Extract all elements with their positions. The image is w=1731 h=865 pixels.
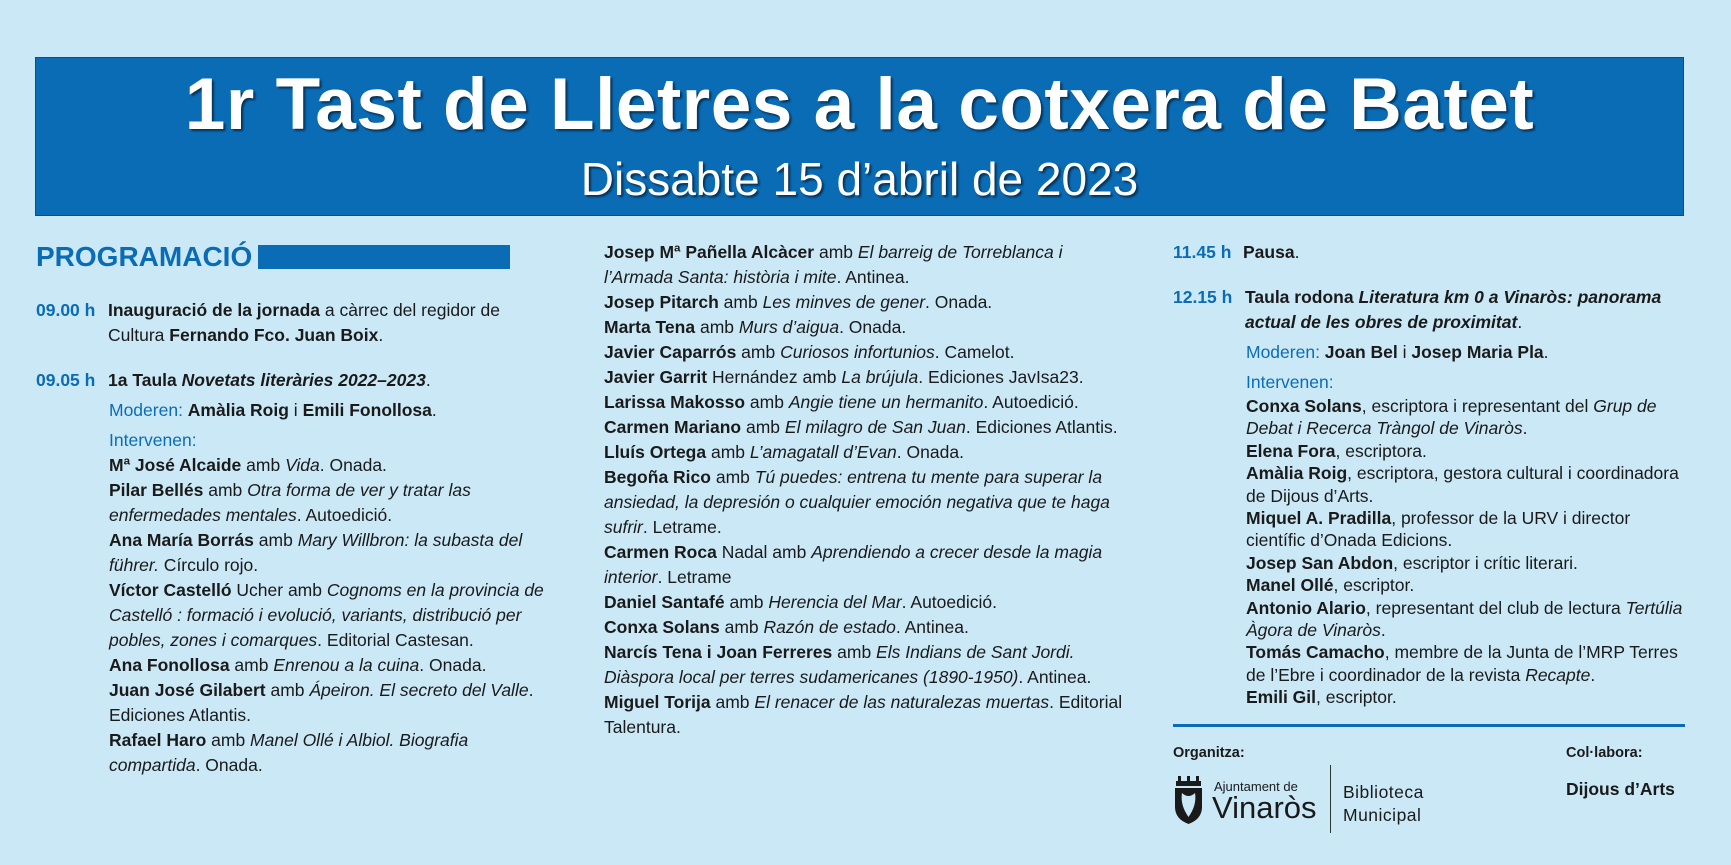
schedule-description: 1a Taula Novetats literàries 2022–2023. — [108, 370, 431, 390]
event-date: Dissabte 15 d’abril de 2023 — [580, 153, 1139, 205]
participant-entry: Elena Fora, escriptora. — [1246, 440, 1427, 461]
participant-entry: Josep San Abdon, escriptor i crític literari. — [1246, 552, 1578, 573]
schedule-item-inauguracio — [36, 298, 556, 348]
book-entry: Javier Garrit Hernández amb La brújula. Ediciones JavIsa23. — [604, 367, 1084, 387]
participant-entry: Miquel A. Pradilla, professor de la URV i director científic d’Onada Edicions. — [1246, 508, 1631, 551]
book-entry: Ana María Borrás amb Mary Willbron: la subasta del führer. Círculo rojo. — [109, 530, 523, 575]
collaborator-name: Dijous d’Arts — [1566, 779, 1675, 799]
book-entry: Rafael Haro amb Manel Ollé i Albiol. Biografia compartida. Onada. — [109, 730, 469, 775]
schedule-time: 09.00 h — [36, 300, 96, 320]
schedule-item-pausa — [1173, 240, 1693, 265]
vinaros-shield-icon — [1173, 775, 1204, 825]
book-entry: Carmen Mariano amb El milagro de San Juan. Ediciones Atlantis. — [604, 417, 1118, 437]
schedule-description: Pausa. — [1243, 242, 1300, 262]
book-entry: Miguel Torija amb El renacer de las naturalezas muertas. Editorial Talentura. — [604, 692, 1123, 737]
book-entry: Conxa Solans amb Razón de estado. Antinea. — [604, 617, 969, 637]
participant-entry: Antonio Alario, representant del club de lectura Tertúlia Àgora de Vinaròs. — [1246, 597, 1683, 641]
participant-entry: Conxa Solans, escriptora i representant del Grup de Debat i Recerca Tràngol de Vinaròs. — [1246, 396, 1657, 439]
schedule-time: 12.15 h — [1173, 287, 1233, 307]
schedule-time: 09.05 h — [36, 370, 96, 390]
book-entry: Víctor Castelló Ucher amb Cognoms en la provincia de Castelló : formació i evolució, variants, distribució per pobles, zones i comarques. Editorial Castesan. — [109, 580, 544, 650]
program-column-2 — [604, 240, 1124, 740]
book-entry: Pilar Bellés amb Otra forma de ver y tratar las enfermedades mentales. Autoedició. — [109, 480, 471, 525]
book-entry: Ana Fonollosa amb Enrenou a la cuina. Onada. — [109, 655, 487, 675]
book-list-1 — [109, 453, 556, 778]
participant-entry: Manel Ollé, escriptor. — [1246, 575, 1415, 596]
organizer-label: Organitza: — [1173, 745, 1245, 761]
moderators: Moderen: Amàlia Roig i Emili Fonollosa. — [109, 400, 437, 420]
schedule-description: Taula rodona Literatura km 0 a Vinaròs: panorama actual de les obres de proximitat. — [1245, 287, 1662, 332]
program-column-1 — [36, 240, 556, 778]
schedule-item-taula-1 — [36, 368, 556, 393]
participant-entry: Emili Gil, escriptor. — [1246, 687, 1397, 708]
book-entry: Narcís Tena i Joan Ferreres amb Els Indians de Sant Jordi. Diàspora local per terres sudamericanes (1890-1950). Antinea. — [604, 642, 1092, 687]
schedule-time: 11.45 h — [1173, 242, 1232, 262]
book-entry: Marta Tena amb Murs d’aigua. Onada. — [604, 317, 907, 337]
logo-separator — [1330, 765, 1331, 833]
book-entry: Larissa Makosso amb Angie tiene un hermanito. Autoedició. — [604, 392, 1079, 412]
book-entry: Juan José Gilabert amb Ápeiron. El secreto del Valle. Ediciones Atlantis. — [109, 680, 534, 725]
collaborator-label: Col·labora: — [1566, 745, 1643, 761]
book-entry: Begoña Rico amb Tú puedes: entrena tu mente para superar la ansiedad, la depresión o cualquier emoción negativa que te haga sufrir. Letrame. — [604, 467, 1110, 537]
book-entry: Lluís Ortega amb L’amagatall d’Evan. Onada. — [604, 442, 964, 462]
participant-list — [1246, 395, 1693, 709]
participant-entry: Amàlia Roig, escriptora, gestora cultural i coordinadora de Dijous d’Arts. — [1246, 463, 1679, 506]
participants-label: Intervenen: — [109, 430, 197, 450]
header-banner — [35, 57, 1684, 216]
schedule-description: Inauguració de la jornada a càrrec del regidor de Cultura Fernando Fco. Juan Boix. — [108, 300, 500, 345]
book-entry: Mª José Alcaide amb Vida. Onada. — [109, 455, 387, 475]
schedule-item-taula-rodona — [1173, 285, 1693, 335]
program-heading-text: PROGRAMACIÓ — [36, 241, 253, 272]
book-list-2 — [604, 240, 1124, 740]
ajuntament-label: Ajuntament de — [1214, 779, 1298, 794]
book-entry: Daniel Santafé amb Herencia del Mar. Autoedició. — [604, 592, 997, 612]
program-column-3 — [1173, 240, 1693, 709]
event-title: 1r Tast de Lletres a la cotxera de Batet — [184, 64, 1535, 145]
book-entry: Josep Pitarch amb Les minves de gener. Onada. — [604, 292, 993, 312]
moderators: Moderen: Joan Bel i Josep Maria Pla. — [1246, 342, 1549, 362]
book-entry: Carmen Roca Nadal amb Aprendiendo a crecer desde la magia interior. Letrame — [604, 542, 1103, 587]
biblioteca-logo-text: Biblioteca Municipal — [1343, 782, 1424, 825]
program-heading — [36, 240, 556, 274]
participant-entry: Tomás Camacho, membre de la Junta de l’MRP Terres de l’Ebre i coordinador de la revista Recapte. — [1246, 642, 1678, 685]
vinaros-wordmark: Vinaròs — [1212, 790, 1317, 825]
footer-divider — [1173, 724, 1685, 727]
book-entry: Javier Caparrós amb Curiosos infortunios. Camelot. — [604, 342, 1015, 362]
participants-label: Intervenen: — [1246, 372, 1334, 392]
heading-bar — [258, 245, 510, 269]
book-entry: Josep Mª Pañella Alcàcer amb El barreig de Torreblanca i l’Armada Santa: història i mite. Antinea. — [604, 242, 1063, 287]
